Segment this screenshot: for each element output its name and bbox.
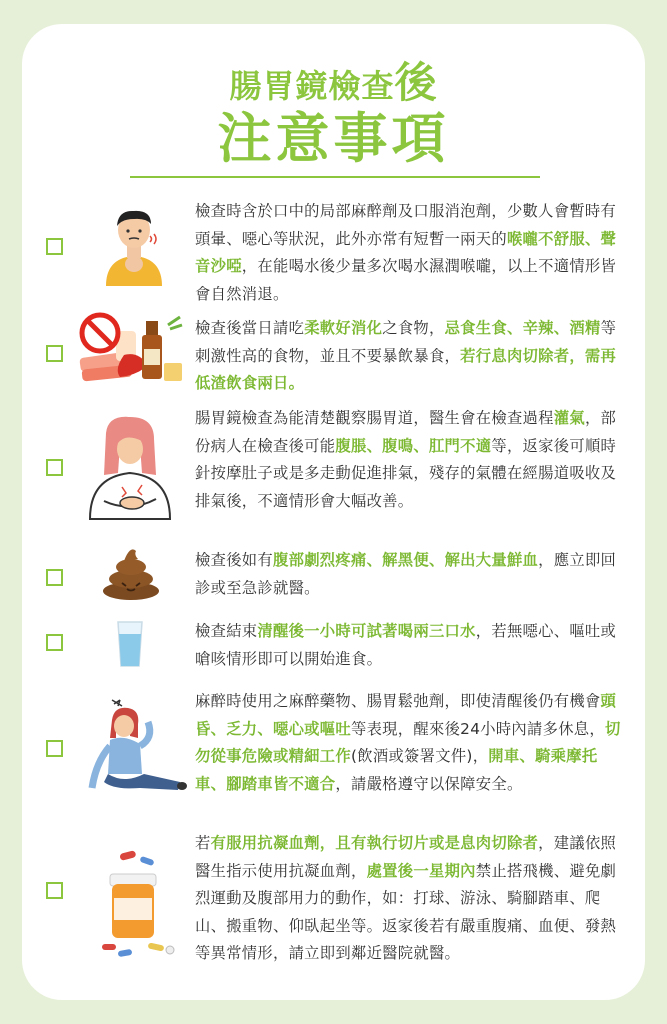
title-big-char: 後 — [394, 58, 438, 107]
highlight-text: 若行息肉切除者，需再低渣飲食兩日。 — [195, 346, 617, 392]
highlight-text: 腹部劇烈疼痛、解黑便、解出大量鮮血 — [273, 551, 539, 569]
body-text: 檢查結束 — [195, 622, 258, 640]
highlight-text: 灌氣 — [553, 409, 585, 427]
checkbox[interactable] — [46, 345, 63, 362]
title-main-text: 腸胃鏡檢查 — [229, 67, 395, 105]
highlight-text: 忌食生食、辛辣、酒精 — [444, 319, 601, 337]
item-text — [195, 547, 627, 602]
body-text: 檢查時含於口中的局部麻醉劑及口服消泡劑，少數人會暫時有頭暈、噁心等狀況，此外亦常有短暫一兩天的 — [195, 202, 617, 248]
water-glass-icon — [116, 620, 144, 672]
sick-person-icon — [100, 206, 168, 290]
body-text: ，請嚴格遵守以保障安全。 — [335, 774, 523, 793]
highlight-text: 柔軟好消化 — [304, 319, 383, 337]
highlight-text: 喉嚨不舒服、聲音沙啞 — [195, 229, 617, 275]
item-text — [195, 315, 627, 398]
item-text — [195, 405, 627, 515]
checkbox[interactable] — [46, 238, 63, 255]
page-title: 注意事項 — [217, 107, 450, 170]
checkbox[interactable] — [46, 882, 63, 899]
body-text: ，部份病人在檢查後可能 — [195, 409, 617, 455]
body-text: 若 — [195, 834, 211, 852]
body-text: 腸胃鏡檢查為能清楚觀察腸胃道，醫生會在檢查過程 — [195, 409, 554, 427]
item-text — [195, 198, 627, 308]
body-text: 麻醉時使用之麻醉藥物、腸胃鬆弛劑，即使清醒後仍有機會 — [195, 692, 601, 710]
highlight-text: 開車、騎乘摩托車、腳踏車皆不適合 — [195, 747, 598, 793]
checkbox[interactable] — [46, 740, 63, 757]
highlight-text: 清醒後一小時可試著喝兩三口水 — [257, 622, 476, 640]
dizzy-woman-icon — [84, 698, 188, 802]
checkbox[interactable] — [46, 634, 63, 651]
highlight-text: 頭昏、乏力、噁心或嘔吐 — [195, 692, 617, 738]
item-text — [195, 688, 627, 798]
title-divider — [130, 176, 540, 178]
body-text: 之食物， — [382, 319, 445, 337]
body-text: 等刺激性高的食物，並且不要暴飲暴食， — [195, 319, 617, 365]
highlight-text: 切勿從事危險或精細工作 — [195, 719, 621, 765]
checkbox[interactable] — [46, 569, 63, 586]
body-text: 檢查後當日請吃 — [195, 319, 305, 337]
highlight-text: 腹脹、腹鳴、肛門不適 — [335, 436, 492, 455]
body-text: (飲酒或簽署文件)， — [350, 747, 489, 765]
body-text: ，應立即回診或至急診就醫。 — [195, 551, 617, 597]
highlight-text: 有服用抗凝血劑，且有執行切片或是息肉切除者 — [210, 834, 539, 852]
body-text: ，建議依照醫生指示使用抗凝血劑， — [195, 834, 617, 880]
checkbox[interactable] — [46, 459, 63, 476]
pill-bottle-icon — [96, 848, 180, 964]
poop-icon — [100, 545, 162, 605]
body-text: ，若無噁心、嘔吐或嗆咳情形即可以開始進食。 — [195, 622, 617, 668]
body-text: 檢查後如有 — [195, 551, 273, 569]
bloated-woman-icon — [82, 415, 182, 531]
highlight-text: 處置後一星期內 — [366, 861, 476, 880]
body-text: 等表現，醒來後24小時內請多休息， — [350, 719, 606, 738]
body-text: 等，返家後可順時針按摩肚子或是多走動促進排氣，殘存的氣體在經腸道吸收及排氣後，不適情形會大幅改善。 — [195, 436, 617, 510]
item-text — [195, 618, 627, 673]
item-text — [195, 830, 627, 968]
no-raw-food-alcohol-icon — [76, 311, 188, 393]
body-text: 禁止搭飛機、避免劇烈運動及腹部用力的動作，如：打球、游泳、騎腳踏車、爬山、搬重物、仰臥起坐等。返家後若有嚴重腹痛、血便、發熱等異常情形，請立即到鄰近醫院就醫。 — [195, 861, 617, 962]
body-text: ，在能喝水後少量多次喝水濕潤喉嚨，以上不適情形皆會自然消退。 — [195, 257, 617, 303]
